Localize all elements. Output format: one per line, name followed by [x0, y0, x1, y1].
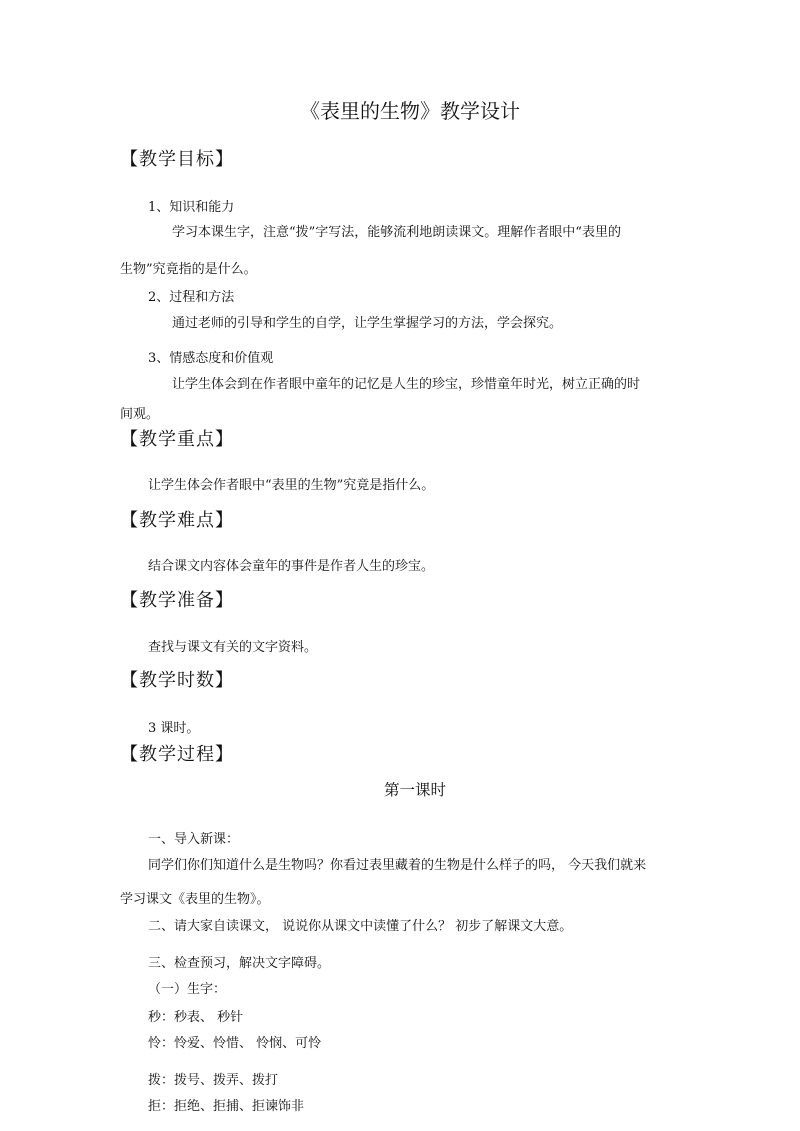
goal-3-title: 3、情感态度和价值观 [148, 351, 274, 366]
preparation-text: 查找与课文有关的文字资料。 [148, 640, 318, 655]
goal-1-title: 1、知识和能力 [148, 200, 235, 215]
section-heading-key-points: 【教学重点】 [120, 429, 234, 450]
goal-3-text-line2: 间观。 [120, 407, 160, 422]
document-title: 《表里的生物》教学设计 [300, 99, 520, 123]
hours-text: 3 课时。 [148, 721, 200, 736]
goal-2-text: 通过老师的引导和学生的自学，让学生掌握学习的方法，学会探究。 [172, 316, 563, 331]
section-heading-goals: 【教学目标】 [120, 149, 234, 170]
character-line: 拨：拨号、拨弄、拨打 [148, 1073, 279, 1088]
character-line: 拒：拒绝、拒捕、拒谏饰非 [148, 1099, 305, 1114]
goal-1-text-line2: 生物”究竟指的是什么。 [120, 262, 257, 277]
section-heading-preparation: 【教学准备】 [120, 590, 234, 611]
difficulties-text: 结合课文内容体会童年的事件是作者人生的珍宝。 [148, 559, 435, 574]
character-line: 怜：怜爱、怜惜、 怜悯、可怜 [148, 1036, 322, 1051]
goal-3-text-line1: 让学生体会到在作者眼中童年的记忆是人生的珍宝，珍惜童年时光，树立正确的时 [172, 377, 641, 392]
step-1-text-line1: 同学们你们知道什么是生物吗？你看过表里藏着的生物是什么样子的吗， 今天我们就来 [148, 858, 647, 873]
character-line: 秒：秒表、 秒针 [148, 1010, 244, 1025]
sub-section-characters: （一）生字： [148, 982, 227, 997]
goal-2-title: 2、过程和方法 [148, 290, 235, 305]
section-heading-hours: 【教学时数】 [120, 670, 234, 691]
key-points-text: 让学生体会作者眼中“表里的生物”究竟是指什么。 [148, 478, 435, 493]
section-heading-difficulties: 【教学难点】 [120, 510, 234, 531]
step-1-text-line2: 学习课文《表里的生物》。 [120, 892, 270, 907]
section-heading-process: 【教学过程】 [120, 744, 234, 765]
goal-1-text-line1: 学习本课生字，注意“拨”字写法，能够流利地朗读课文。理解作者眼中“表里的 [172, 225, 621, 240]
step-2-text: 二、请大家自读课文， 说说你从课文中读懂了什么？ 初步了解课文大意。 [148, 919, 573, 934]
step-3-text: 三、检查预习，解决文字障碍。 [148, 956, 331, 971]
lesson-title: 第一课时 [384, 781, 447, 799]
step-1-title: 一、导入新课： [148, 832, 240, 847]
